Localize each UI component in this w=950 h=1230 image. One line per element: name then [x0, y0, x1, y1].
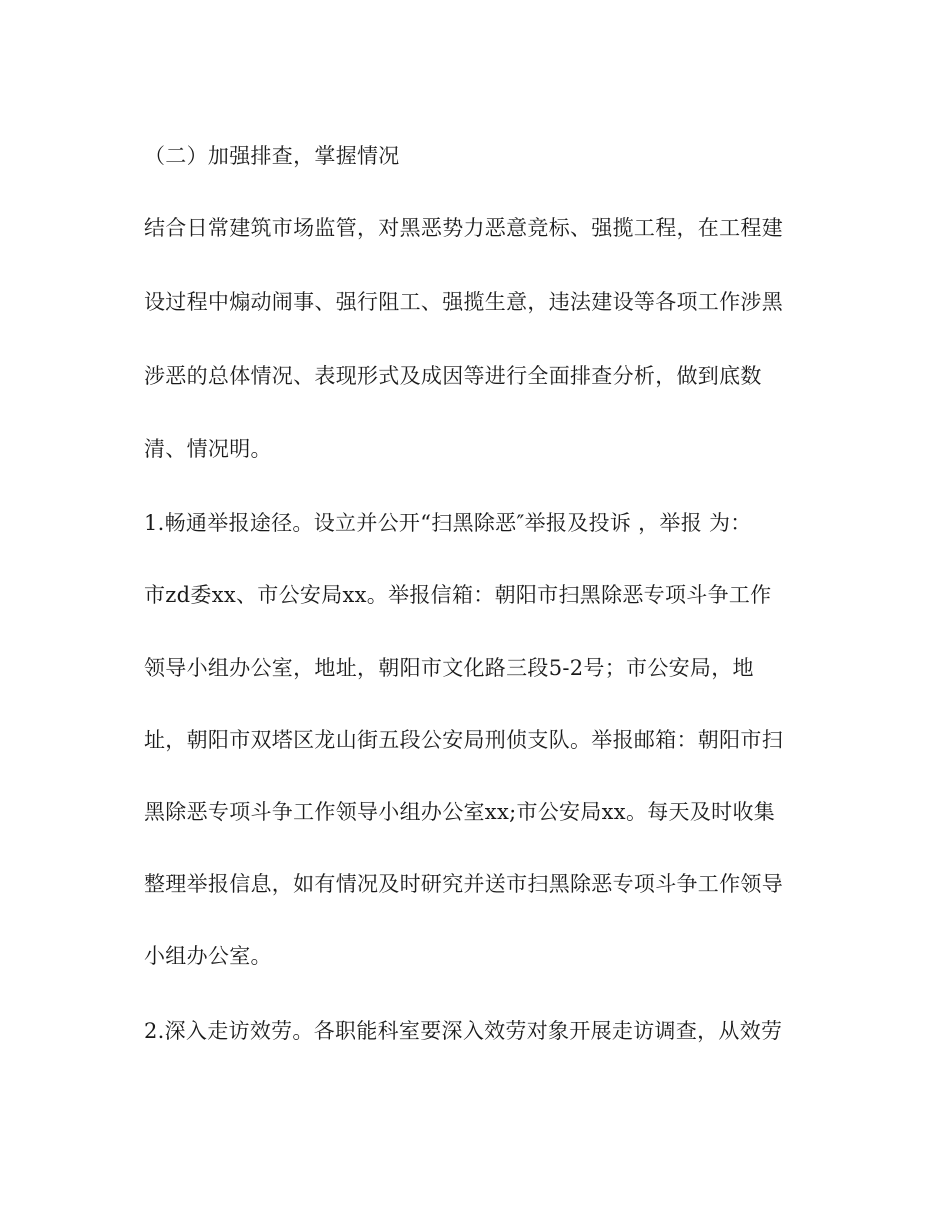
- paragraph-line: 小组办公室。: [144, 944, 272, 968]
- paragraph-line: 市zd委xx、市公安局xx。举报信箱：朝阳市扫黑除恶专项斗争工作: [144, 583, 772, 607]
- paragraph-line: 结合日常建筑市场监管，对黑恶势力恶意竞标、强揽工程，在工程建: [144, 216, 783, 240]
- paragraph-line: 涉恶的总体情况、表现形式及成因等进行全面排查分析，做到底数: [144, 364, 762, 388]
- paragraph-line: 清、情况明。: [144, 437, 272, 461]
- paragraph-line: 1.畅通举报途径。设立并公开“扫黑除恶″举报及投诉 ，举报 为：: [144, 511, 752, 535]
- paragraph-line: 2.深入走访效劳。各职能科室要深入效劳对象开展走访调查，从效劳: [144, 1019, 783, 1043]
- paragraph-line: 设过程中煽动闹事、强行阻工、强揽生意，违法建设等各项工作涉黑: [144, 290, 783, 314]
- paragraph-line: 领导小组办公室，地址，朝阳市文化路三段5-2号；市公安局，地: [144, 656, 754, 680]
- section-heading: （二）加强排查，掌握情况: [144, 144, 400, 168]
- paragraph-line: 黑除恶专项斗争工作领导小组办公室xx;市公安局xx。每天及时收集: [144, 800, 776, 824]
- paragraph-line: 址，朝阳市双塔区龙山街五段公安局刑侦支队。举报邮箱：朝阳市扫: [144, 728, 783, 752]
- paragraph-line: 整理举报信息，如有情况及时研究并送市扫黑除恶专项斗争工作领导: [144, 872, 783, 896]
